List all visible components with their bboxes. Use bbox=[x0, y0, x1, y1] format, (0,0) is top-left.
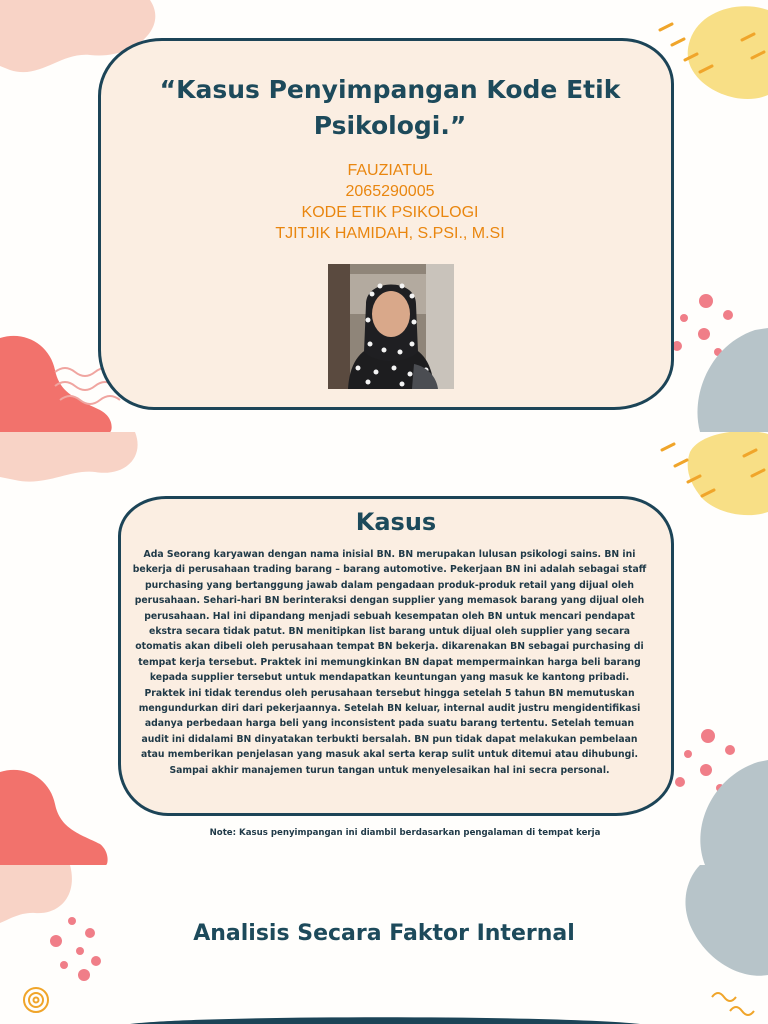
author-info bbox=[180, 160, 600, 244]
course-name: KODE ETIK PSIKOLOGI bbox=[301, 204, 479, 221]
author-name: FAUZIATUL bbox=[347, 162, 433, 179]
analysis-heading: Analisis Secara Faktor Internal bbox=[193, 921, 575, 946]
case-note: Note: Kasus penyimpangan ini diambil berdasarkan pengalaman di tempat kerja bbox=[209, 828, 601, 838]
lecturer-name: TJITJIK HAMIDAH, S.PSI., M.SI bbox=[275, 225, 505, 242]
case-slide bbox=[0, 432, 768, 865]
title-slide bbox=[0, 0, 768, 432]
analysis-slide bbox=[0, 865, 768, 1024]
presentation-title: “Kasus Penyimpangan Kode Etik Psikologi.” bbox=[159, 75, 621, 140]
case-heading: Kasus bbox=[355, 508, 437, 536]
case-body-text: Ada Seorang karyawan dengan nama inisial BN. BN merupakan lulusan psikologi sains. BN ini bekerja di perusahaan trading barang – barang automotive. Pekerjaan BN ini adalah sebagai staff purchasing yang bertanggung jawab dalam pengadaan produk-produk retail yang dijual oleh perusahaan. Sehari-hari BN berinteraksi dengan supplier yang memasok barang yang dijual oleh perusahaan. Hal ini dipandang menjadi sebuah kesempatan oleh BN untuk mencari pendapat ekstra secara tidak patut. BN menitipkan list barang untuk dijual oleh supplier yang secara otomatis akan dibeli oleh perusahaan tempat BN bekerja. dikarenakan BN sebagai purchasing di tempat kerja tersebut. Praktek ini memungkinkan BN dapat mempermainkan harga beli barang kepada supplier tersebut untuk mendapatkan keuntungan yang masuk ke kantong pribadi. Praktek ini tidak terendus oleh perusahaan tersebut hingga setelah 5 tahun BN memutuskan mengundurkan diri dari pekerjaannya. Setelah BN keluar, internal audit justru mengidentifikasi adanya perbedaan harga beli yang inconsistent pada suatu barang tertentu. Setelah temuan audit ini didalami BN dinyatakan terbukti bersalah. BN pun tidak dapat melakukan pembelaan atau memberikan penjelasan yang masuk akal serta kerap sulit untuk ditemui atau dihubungi. Sampai akhir manajemen turun tangan untuk menyelesaikan hal ini secra personal. bbox=[132, 549, 647, 776]
student-id: 2065290005 bbox=[345, 183, 435, 200]
author-photo bbox=[328, 264, 454, 389]
